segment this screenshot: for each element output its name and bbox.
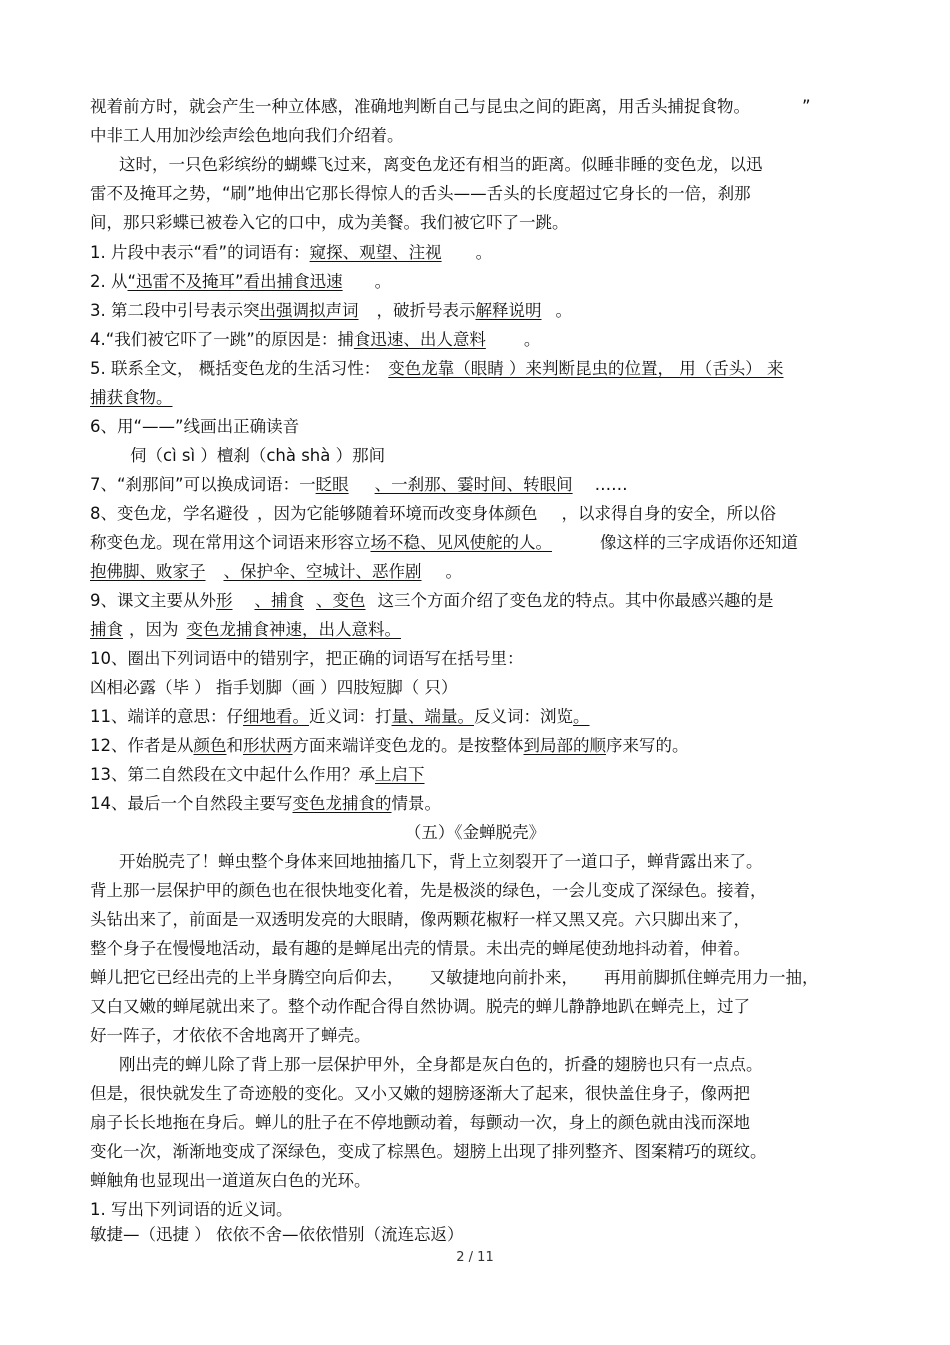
- answer: 上启下: [375, 765, 425, 784]
- question-14: 14、最后一个自然段主要写变色龙捕食的情景。: [90, 794, 441, 813]
- answer: 眨眼: [315, 475, 349, 494]
- question-3: 3. 第二段中引号表示突出强调拟声词 ，破折号表示解释说明 。: [90, 301, 572, 320]
- answer: 场不稳、见风使舵的人。: [370, 533, 552, 552]
- question-6-options: 伺（cì sì ）檀刹（chà shà ）那间: [130, 446, 386, 465]
- answer: 、变色: [316, 591, 366, 610]
- answer: 变色龙捕食的: [292, 794, 392, 813]
- answer: 到局部的顺: [523, 736, 606, 755]
- passage-line: 好一阵子，才依依不舍地离开了蝉壳。: [90, 1026, 371, 1045]
- answer: 变色龙靠（眼睛 ）来判断昆虫的位置， 用（舌头） 来: [388, 359, 784, 378]
- passage-line: 变化一次，渐渐地变成了深绿色，变成了棕黑色。翅膀上出现了排列整齐、图案精巧的斑纹。: [90, 1142, 767, 1161]
- question-1-answers: 敏捷—（迅捷 ） 依依不舍—依依惜别（流连忘返）: [90, 1225, 464, 1244]
- passage-line: 蝉儿把它已经出壳的上半身腾空向后仰去， 又敏捷地向前扑来， 再用前脚抓住蝉壳用力一抽，: [90, 968, 819, 987]
- answer: “迅雷不及掩耳”: [127, 272, 244, 291]
- question-11: 11、端详的意思：仔细地看。近义词：打量、端量。反义词：浏览。: [90, 707, 590, 726]
- answer: 、捕食: [254, 591, 304, 610]
- passage-line: 但是，很快就发生了奇迹般的变化。又小又嫩的翅膀逐渐大了起来，很快盖住身子，像两把: [90, 1084, 750, 1103]
- passage-line: 刚出壳的蝉儿除了背上那一层保护甲外，全身都是灰白色的，折叠的翅膀也只有一点点。: [119, 1055, 763, 1074]
- answer: 、一刹那、霎时间、转眼间: [374, 475, 573, 494]
- passage-line: 视着前方时，就会产生一种立体感，准确地判断自己与昆虫之间的距离，用舌头捕捉食物。 ”: [90, 97, 811, 116]
- section-title: （五）《金蝉脱壳》: [404, 823, 546, 842]
- passage-line: 间，那只彩蝶已被卷入它的口中，成为美餐。我们被它吓了一跳。: [90, 213, 569, 232]
- question-9-cont: 捕食 ，因为 变色龙捕食神速，出人意料。: [90, 620, 401, 639]
- question-6: 6、用“——”线画出正确读音: [90, 417, 300, 436]
- passage-line: 雷不及掩耳之势，“刷”地伸出它那长得惊人的舌头——舌头的长度超过它身长的一倍，刹那: [90, 184, 751, 203]
- answer: 细地看。: [243, 707, 309, 726]
- answer: 出强调拟声词: [259, 301, 359, 320]
- question-8-answer: 抱佛脚、败家子 、保护伞、空城计、恶作剧 。: [90, 562, 462, 581]
- answer: 形状两: [243, 736, 293, 755]
- passage-line: 扇子长长地拖在身后。蝉儿的肚子在不停地颤动着，每颤动一次，身上的颜色就由浅而深地: [90, 1113, 750, 1132]
- answer: 变色龙捕食神速，出人意料。: [186, 620, 401, 639]
- passage-line: 开始脱壳了！蝉虫整个身体来回地抽搐几下，背上立刻裂开了一道口子，蝉背露出来了。: [119, 852, 763, 871]
- question-4: 4.“我们被它吓了一跳”的原因是：捕食迅速、出人意料 。: [90, 330, 541, 349]
- passage-line: 背上那一层保护甲的颜色也在很快地变化着，先是极淡的绿色，一会儿变成了深绿色。接着，: [90, 881, 767, 900]
- passage-line: 蝉触角也显现出一道道灰白色的光环。: [90, 1171, 371, 1190]
- answer: 形: [216, 591, 233, 610]
- question-8: 8、变色龙，学名避役 ，因为它能够随着环境而改变身体颜色 ，以求得自身的安全，所以俗: [90, 504, 776, 523]
- answer: 抱佛脚、败家子: [90, 562, 206, 581]
- question-5-cont: [90, 383, 865, 412]
- passage-line: 头钻出来了，前面是一双透明发亮的大眼睛，像两颗花椒籽一样又黑又亮。六只脚出来了，: [90, 910, 750, 929]
- question-2: 2. 从“迅雷不及掩耳”看出捕食迅速 。: [90, 272, 392, 291]
- passage-line: 又白又嫩的蝉尾就出来了。整个动作配合得自然协调。脱壳的蝉儿静静地趴在蝉壳上，过了: [90, 997, 750, 1016]
- answer: 量、端量。: [391, 707, 474, 726]
- answer: 。: [573, 707, 590, 726]
- answer: 颜色: [193, 736, 227, 755]
- question-1: 1. 写出下列词语的近义词。: [90, 1200, 293, 1219]
- question-10: 10、圈出下列词语中的错别字，把正确的词语写在括号里：: [90, 649, 524, 668]
- question-1: 1. 片段中表示“看”的词语有：窥探、观望、注视 。: [90, 243, 493, 262]
- answer: 捕食: [90, 620, 123, 639]
- question-5: 5. 联系全文， 概括变色龙的生活习性： 变色龙靠（眼睛 ）来判断昆虫的位置， 用（舌头） 来: [90, 359, 784, 378]
- answer: 、保护伞、空城计、恶作剧: [223, 562, 422, 581]
- answer: 解释说明: [475, 301, 542, 320]
- question-7: 7、“刹那间”可以换成词语：一眨眼 、一刹那、霎时间、转眼间 ……: [90, 475, 628, 494]
- question-12: 12、作者是从颜色和形状两方面来端详变色龙的。是按整体到局部的顺序来写的。: [90, 736, 689, 755]
- answer: 看出捕食迅速: [243, 272, 343, 291]
- answer: 捕获食物。: [90, 388, 173, 407]
- question-8-cont: 称变色龙。现在常用这个词语来形容立场不稳、见风使舵的人。 像这样的三字成语你还知道: [90, 533, 798, 552]
- passage-line: 中非工人用加沙绘声绘色地向我们介绍着。: [90, 126, 404, 145]
- question-13: 13、第二自然段在文中起什么作用？承上启下: [90, 765, 425, 784]
- question-10-items: 凶相必露（毕 ） 指手划脚（画 ）四肢短脚（ 只）: [90, 678, 458, 697]
- passage-line: 这时，一只色彩缤纷的蝴蝶飞过来，离变色龙还有相当的距离。似睡非睡的变色龙，以迅: [119, 155, 763, 174]
- question-9: 9、课文主要从外形 、捕食 、变色 这三个方面介绍了变色龙的特点。其中你最感兴趣的是: [90, 591, 774, 610]
- answer: 窥探、观望、注视: [309, 243, 442, 262]
- page-number: 2 / 11: [456, 1250, 494, 1265]
- passage-line: 整个身子在慢慢地活动，最有趣的是蝉尾出壳的情景。未出壳的蝉尾使劲地抖动着，伸着。: [90, 939, 750, 958]
- answer: 食迅速、出人意料: [353, 330, 486, 349]
